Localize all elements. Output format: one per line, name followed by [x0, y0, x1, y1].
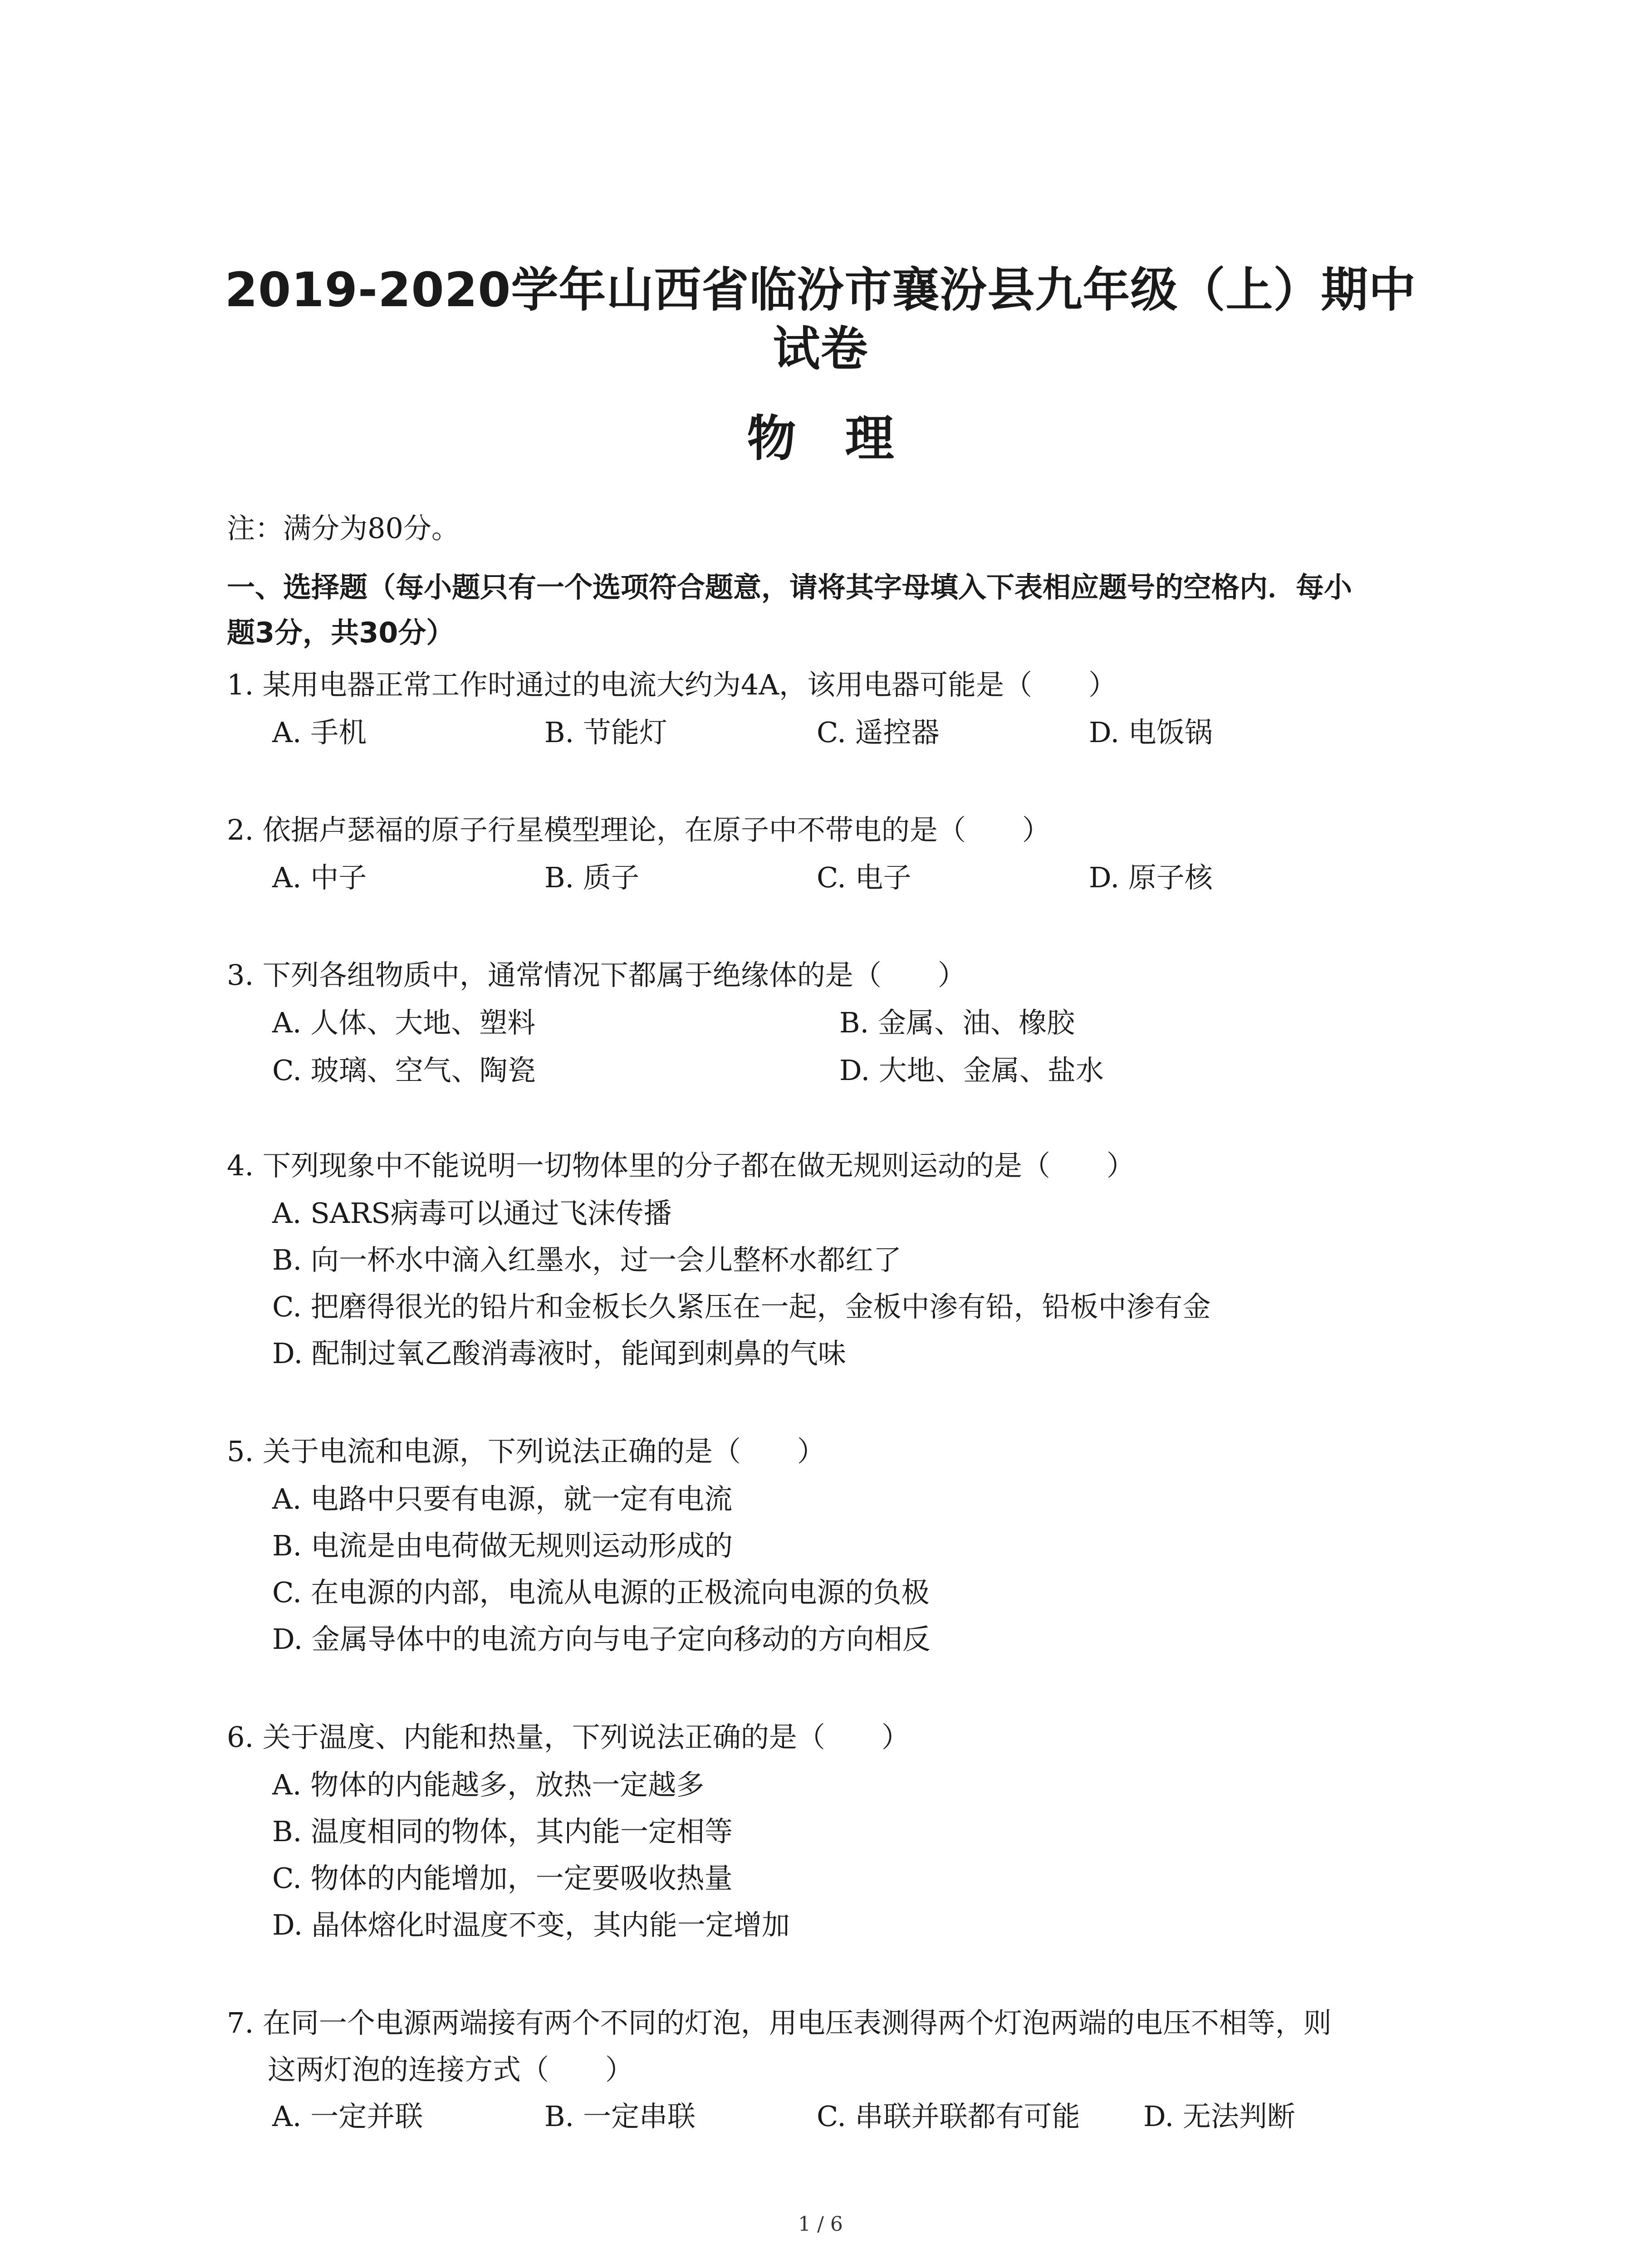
question-7-option-d: D. 无法判断	[1143, 2100, 1295, 2133]
question-6-option-b: B. 温度相同的物体，其内能一定相等	[272, 1815, 733, 1848]
question-2-option-a: A. 中子	[272, 861, 367, 894]
question-6-option-d: D. 晶体熔化时温度不变，其内能一定增加	[272, 1908, 790, 1941]
question-6-stem: 6. 关于温度、内能和热量，下列说法正确的是（ ）	[227, 1721, 910, 1754]
question-3-option-c: C. 玻璃、空气、陶瓷	[272, 1054, 536, 1087]
question-3-option-b: B. 金属、油、橡胶	[839, 1006, 1075, 1039]
question-1-option-c: C. 遥控器	[817, 716, 940, 749]
section-heading-line2: 题3分，共30分）	[227, 616, 455, 649]
question-6-option-a: A. 物体的内能越多，放热一定越多	[272, 1768, 705, 1801]
question-3-option-a: A. 人体、大地、塑料	[272, 1006, 536, 1039]
question-3-option-d: D. 大地、金属、盐水	[839, 1054, 1104, 1087]
question-1-stem: 1. 某用电器正常工作时通过的电流大约为4A，该用电器可能是（ ）	[227, 668, 1117, 701]
section-heading-line1: 一、选择题（每小题只有一个选项符合题意，请将其字母填入下表相应题号的空格内．每小	[227, 571, 1352, 604]
question-2-option-c: C. 电子	[817, 861, 911, 894]
question-2-option-d: D. 原子核	[1089, 861, 1213, 894]
score-note: 注：满分为80分。	[227, 512, 460, 545]
question-7-option-a: A. 一定并联	[272, 2100, 423, 2133]
question-4-option-b: B. 向一杯水中滴入红墨水，过一会儿整杯水都红了	[272, 1243, 901, 1276]
document-title-line1: 2019-2020学年山西省临汾市襄汾县九年级（上）期中	[225, 262, 1416, 318]
document-title-line2: 试卷	[773, 321, 868, 376]
question-7-stem: 7. 在同一个电源两端接有两个不同的灯泡，用电压表测得两个灯泡两端的电压不相等，则	[227, 2006, 1332, 2039]
question-4-option-a: A. SARS病毒可以通过飞沫传播	[272, 1197, 672, 1230]
question-1-option-a: A. 手机	[272, 716, 367, 749]
question-4-stem: 4. 下列现象中不能说明一切物体里的分子都在做无规则运动的是（ ）	[227, 1149, 1135, 1182]
subject-heading: 物 理	[747, 411, 894, 467]
question-7-stem-continued: 这两灯泡的连接方式（ ）	[268, 2053, 634, 2086]
question-1-option-b: B. 节能灯	[544, 716, 667, 749]
question-1-option-d: D. 电饭锅	[1089, 716, 1213, 749]
page-number: 1 / 6	[798, 2213, 843, 2236]
question-7-option-c: C. 串联并联都有可能	[817, 2100, 1080, 2133]
question-7-option-b: B. 一定串联	[544, 2100, 696, 2133]
question-3-stem: 3. 下列各组物质中，通常情况下都属于绝缘体的是（ ）	[227, 958, 966, 992]
question-4-option-d: D. 配制过氧乙酸消毒液时，能闻到刺鼻的气味	[272, 1337, 846, 1370]
question-2-option-b: B. 质子	[544, 861, 639, 894]
question-5-option-d: D. 金属导体中的电流方向与电子定向移动的方向相反	[272, 1623, 931, 1656]
question-5-option-b: B. 电流是由电荷做无规则运动形成的	[272, 1529, 733, 1562]
question-5-option-c: C. 在电源的内部，电流从电源的正极流向电源的负极	[272, 1576, 930, 1609]
question-2-stem: 2. 依据卢瑟福的原子行星模型理论，在原子中不带电的是（ ）	[227, 813, 1050, 846]
question-5-option-a: A. 电路中只要有电源，就一定有电流	[272, 1482, 733, 1515]
question-4-option-c: C. 把磨得很光的铅片和金板长久紧压在一起，金板中渗有铅，铅板中渗有金	[272, 1290, 1211, 1323]
question-5-stem: 5. 关于电流和电源，下列说法正确的是（ ）	[227, 1435, 825, 1468]
question-6-option-c: C. 物体的内能增加，一定要吸收热量	[272, 1862, 733, 1895]
